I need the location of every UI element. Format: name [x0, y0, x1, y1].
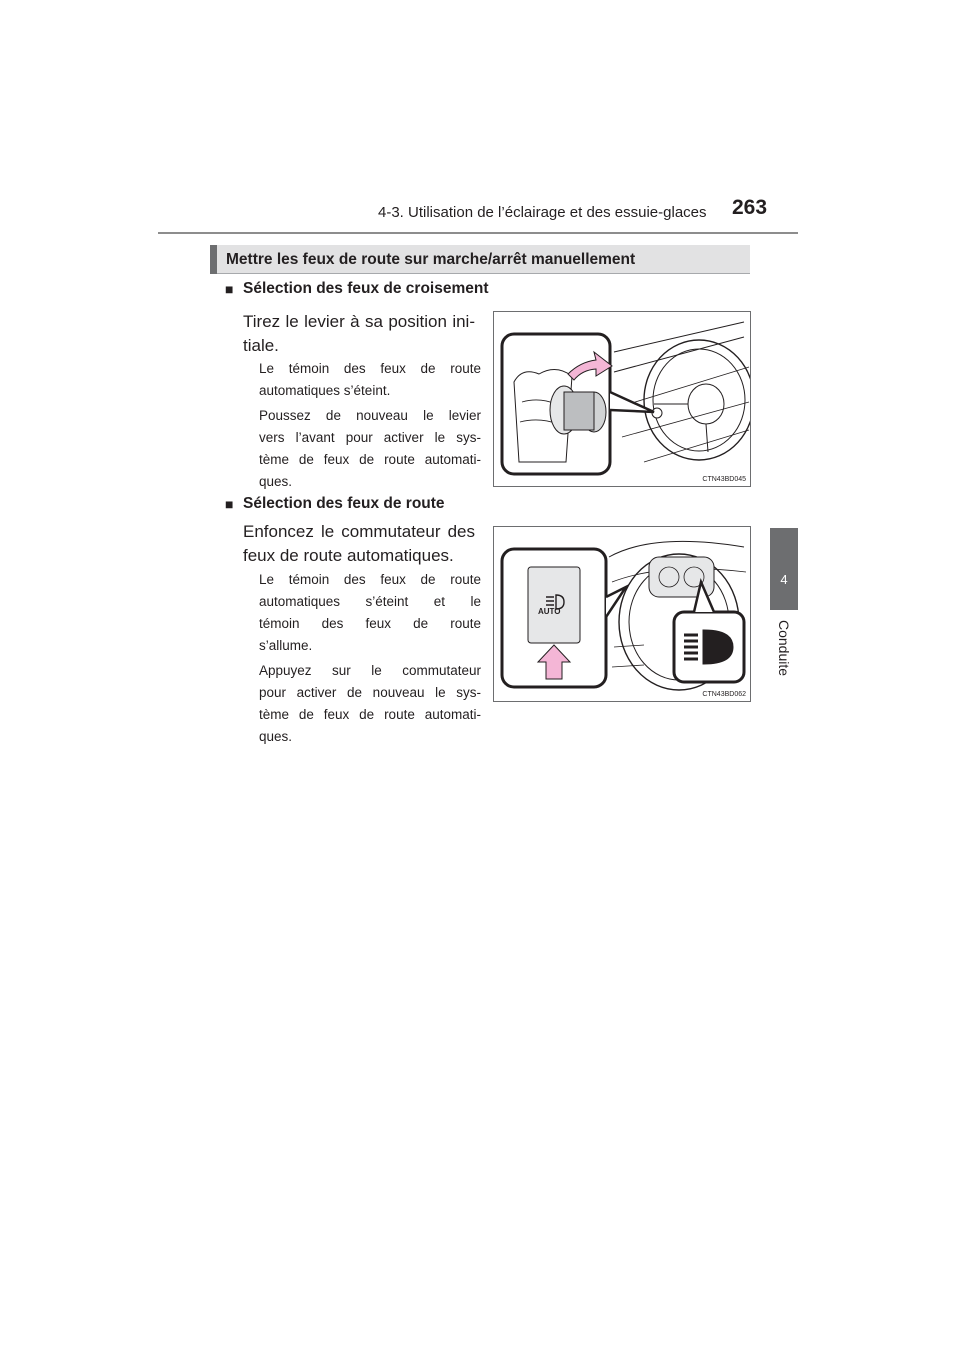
note-paragraph — [259, 569, 481, 657]
switch-label: AUTO — [538, 607, 561, 616]
lever-illustration — [494, 312, 750, 486]
note-line: Le témoin des feux de route — [259, 572, 481, 587]
note-paragraph — [259, 660, 481, 748]
bullet-square: ■ — [225, 496, 234, 512]
note-line: Poussez de nouveau le levier — [259, 408, 481, 423]
figure-auto-high-beam-switch — [493, 526, 751, 702]
note-line: tème de feux de route automati- — [259, 707, 481, 722]
page-number: 263 — [732, 196, 768, 219]
note-paragraph — [259, 405, 481, 493]
note-line: pour activer de nouveau le sys- — [259, 685, 481, 700]
chapter-number: 4 — [780, 572, 788, 587]
note-line: tème de feux de route automati- — [259, 452, 481, 467]
note-line: automatiques s’éteint. — [259, 383, 391, 398]
switch-illustration — [494, 527, 750, 701]
high-beam-indicator-icon — [684, 631, 732, 663]
note-line: Appuyez sur le commutateur — [259, 663, 481, 678]
running-header-title: 4-3. Utilisation de l’éclairage et des essuie-glaces — [378, 204, 707, 221]
chapter-tab — [770, 528, 798, 610]
note-line: s’allume. — [259, 638, 313, 653]
step-line: Tirez le levier à sa position ini- — [243, 312, 475, 331]
section-bar-marker — [210, 245, 217, 274]
bullet-square: ■ — [225, 281, 234, 297]
step-line: tiale. — [243, 336, 279, 355]
chapter-label: Conduite — [776, 619, 792, 677]
note-line: témoin des feux de route — [259, 616, 481, 631]
section-title: Mettre les feux de route sur marche/arrêt manuellement — [226, 251, 636, 268]
note-paragraph — [259, 358, 481, 402]
note-line: automatiques s’éteint et le — [259, 594, 481, 609]
step-instruction — [243, 310, 475, 358]
note-line: Le témoin des feux de route — [259, 361, 481, 376]
step-line: feux de route automatiques. — [243, 546, 454, 565]
figure-code: CTN43BD062 — [702, 691, 746, 698]
subheading-low-beam: Sélection des feux de croisement — [243, 280, 489, 297]
header-rule — [158, 232, 798, 234]
note-line: ques. — [259, 474, 293, 489]
subheading-high-beam: Sélection des feux de route — [243, 495, 445, 512]
note-line: vers l’avant pour activer le sys- — [259, 430, 481, 445]
step-line: Enfoncez le commutateur des — [243, 522, 475, 541]
note-line: ques. — [259, 729, 293, 744]
figure-code: CTN43BD045 — [702, 476, 746, 483]
step-instruction — [243, 520, 475, 568]
figure-headlight-lever — [493, 311, 751, 487]
